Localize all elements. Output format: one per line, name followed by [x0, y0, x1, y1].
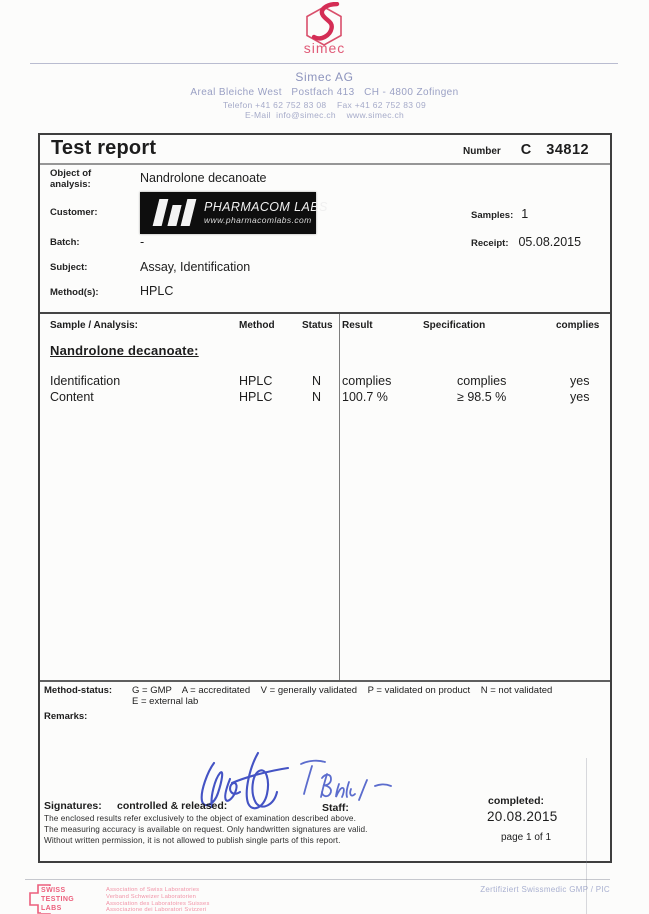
table-header-row	[40, 320, 610, 331]
report-number	[463, 142, 589, 158]
table-row	[40, 374, 610, 388]
samples-row	[471, 207, 528, 221]
table-column-divider	[339, 314, 340, 680]
company-email-web: E-Mail info@simec.ch www.simec.ch	[244, 110, 405, 120]
info-section	[40, 165, 610, 312]
sample-group-title: Nandrolone decanoate:	[50, 343, 199, 358]
report-number-label: Number	[463, 146, 501, 157]
receipt-label: Receipt:	[471, 238, 509, 249]
completed-date: 20.08.2015	[487, 809, 558, 824]
methods-label: Method(s):	[50, 287, 99, 298]
subject-label: Subject:	[50, 262, 88, 273]
footer-divider	[25, 879, 610, 880]
method-status-legend-line1: G = GMP A = accreditated V = generally validated P = validated on product N = not validated	[132, 685, 553, 696]
pharmacom-logo-bar-icon	[153, 199, 169, 226]
swiss-word: SWISS	[41, 887, 66, 894]
row-specification: complies	[457, 374, 507, 388]
method-status-section	[40, 680, 610, 747]
subject-value: Assay, Identification	[140, 260, 251, 274]
row-complies: yes	[570, 374, 590, 388]
header-complies: complies	[556, 320, 600, 331]
samples-value: 1	[521, 207, 529, 221]
disclaimer-line: Without written permission, it is not allowed to publish single parts of this report.	[44, 836, 341, 845]
object-of-analysis-label: Object of analysis:	[50, 168, 92, 190]
disclaimer-line: The enclosed results refer exclusively to the object of examination described above.	[44, 814, 356, 823]
results-table	[40, 312, 610, 680]
batch-label: Batch:	[50, 237, 80, 248]
row-complies: yes	[570, 390, 590, 404]
page-indicator: page 1 of 1	[501, 832, 552, 843]
association-line: Verband Schweizer Laboratorien	[106, 893, 197, 900]
staff-signature-icon	[293, 756, 398, 804]
pharmacom-labs-logo	[140, 192, 328, 234]
simec-logo-wordmark: simec	[303, 40, 346, 56]
signature-section	[40, 747, 610, 861]
row-method: HPLC	[239, 390, 273, 404]
header-result: Result	[342, 320, 373, 331]
scan-artifact-line	[586, 758, 587, 914]
controlled-released-label: controlled & released:	[117, 800, 228, 812]
pharmacom-url-text: www.pharmacomlabs.com	[204, 215, 312, 225]
company-address: Areal Bleiche West Postfach 413 CH - 4800 Zofingen	[190, 87, 459, 98]
pharmacom-logo-bar-icon	[167, 205, 181, 226]
report-box	[38, 133, 612, 863]
header-sample-analysis: Sample / Analysis:	[50, 320, 138, 331]
table-row	[40, 390, 610, 404]
certification-text: Zertifiziert Swissmedic GMP / PIC	[480, 885, 610, 894]
batch-value: -	[140, 235, 145, 249]
row-result: 100.7 %	[342, 390, 388, 404]
association-lines	[106, 887, 210, 914]
staff-label: Staff:	[322, 802, 349, 814]
swiss-testing-labs-wordmark	[41, 886, 76, 913]
testing-word: TESTING	[41, 896, 75, 903]
customer-label: Customer:	[50, 207, 98, 218]
method-status-legend-line2: E = external lab	[132, 696, 199, 707]
row-method: HPLC	[239, 374, 273, 388]
disclaimer-line: The measuring accuracy is available on request. Only handwritten signatures are valid.	[44, 825, 368, 834]
completed-label: completed:	[488, 795, 545, 807]
association-line: Association des Laboratoires Suisses	[106, 900, 210, 907]
header-status: Status	[302, 320, 333, 331]
row-name: Content	[50, 390, 94, 404]
receipt-row	[471, 235, 581, 249]
header-specification: Specification	[423, 320, 486, 331]
labs-word: LABS	[41, 905, 62, 912]
company-name: Simec AG	[295, 70, 354, 84]
title-row	[40, 135, 610, 165]
samples-label: Samples:	[471, 210, 514, 221]
report-number-prefix: C	[520, 142, 532, 158]
association-line: Association of Swiss Laboratories	[106, 887, 200, 893]
methods-value: HPLC	[140, 284, 174, 298]
row-status: N	[312, 390, 322, 404]
letterhead-divider	[30, 63, 618, 64]
receipt-value: 05.08.2015	[518, 235, 582, 249]
object-of-analysis-value: Nandrolone decanoate	[140, 171, 267, 185]
row-name: Identification	[50, 374, 121, 388]
pharmacom-logo-bar-icon	[181, 199, 197, 226]
company-phone-fax: Telefon +41 62 752 83 08 Fax +41 62 752 83 09	[223, 100, 426, 110]
row-specification: ≥ 98.5 %	[457, 390, 507, 404]
association-line: Associazione dei Laboratori Svizzeri	[106, 907, 207, 914]
pharmacom-brand-text: PHARMACOM LABS	[204, 200, 328, 214]
page-title: Test report	[51, 137, 157, 159]
signatures-label: Signatures:	[44, 800, 102, 812]
row-result: complies	[342, 374, 392, 388]
header-method: Method	[239, 320, 275, 331]
method-status-label: Method-status:	[44, 685, 113, 696]
report-number-value: 34812	[546, 142, 590, 158]
remarks-label: Remarks:	[44, 711, 88, 722]
row-status: N	[312, 374, 322, 388]
